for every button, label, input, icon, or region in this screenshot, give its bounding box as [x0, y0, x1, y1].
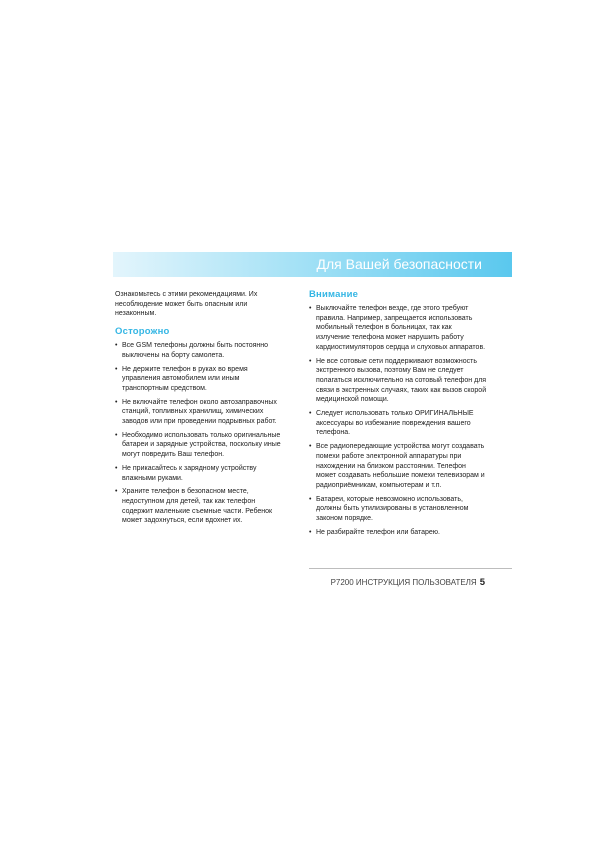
- list-item-text: Не включайте телефон около автозаправочных станций, топливных хранилищ, химических заводов или при проведении подрывных работ.: [122, 398, 277, 426]
- list-item-text: Не все сотовые сети поддерживают возможность экстренного вызова, поэтому Вам не следует полагаться исключительно на сотовый телефон для связи в экстренных случаях, таких как вызов скорой медицинской помощи.: [316, 357, 487, 404]
- list-item: [309, 495, 487, 524]
- bullet-icon: •: [309, 357, 312, 365]
- list-item: [115, 341, 287, 360]
- list-item-text: Выключайте телефон везде, где этого требуют правила. Например, запрещается использовать мобильный телефон в больницах, так как излучение телефона может нарушить работу кардиостимуляторов сердца и слуховых аппаратов.: [316, 305, 486, 351]
- intro-paragraph: Ознакомьтесь с этими рекомендациями. Их несоблюдение может быть опасным или незаконным.: [115, 291, 258, 318]
- section-banner: [113, 252, 512, 277]
- bullet-icon: •: [309, 305, 312, 312]
- list-item: [115, 464, 287, 483]
- bullet-icon: •: [309, 495, 312, 503]
- bullet-icon: •: [309, 410, 312, 418]
- list-item-text: Все радиопередающие устройства могут создавать помехи работе электронной аппаратуры при нахождении на близком расстоянии. Телефон может создавать небольшие помехи телевизорам и радиоприёмникам, компьютерам и т.п.: [316, 443, 485, 489]
- list-item-text: Все GSM телефоны должны быть постоянно выключены на борту самолета.: [122, 342, 269, 359]
- list-item-text: Следует использовать только ОРИГИНАЛЬНЫЕ аксессуары во избежание повреждения вашего телефона.: [316, 410, 474, 437]
- page-footer: [331, 572, 485, 590]
- caution-list: [115, 341, 287, 526]
- bullet-icon: •: [115, 431, 118, 439]
- footer-divider: [309, 568, 512, 569]
- right-column: [309, 289, 487, 541]
- attention-heading: Внимание: [309, 289, 359, 300]
- list-item: [309, 409, 487, 438]
- bullet-icon: •: [115, 398, 118, 406]
- section-title: Для Вашей безопасности: [316, 256, 482, 272]
- list-item: [309, 304, 487, 353]
- bullet-icon: •: [115, 342, 118, 350]
- bullet-icon: •: [309, 443, 312, 451]
- bullet-icon: •: [115, 464, 118, 472]
- list-item-text: Необходимо использовать только оригинальные батареи и зарядные устройства, поскольку иные могут повредить Ваш телефон.: [122, 431, 281, 459]
- list-item: [115, 487, 287, 526]
- attention-list: [309, 304, 487, 537]
- list-item: [309, 442, 487, 491]
- list-item: [309, 357, 487, 406]
- list-item: [115, 398, 287, 427]
- left-column: [115, 290, 287, 530]
- caution-heading: Осторожно: [115, 326, 170, 338]
- footer-manual-title: P7200 ИНСТРУКЦИЯ ПОЛЬЗОВАТЕЛЯ: [330, 578, 477, 587]
- list-item-text: Не разбирайте телефон или батарею.: [316, 528, 440, 536]
- bullet-icon: •: [309, 528, 312, 536]
- list-item: [115, 365, 287, 394]
- list-item-text: Батареи, которые невозможно использовать, должны быть утилизированы в установленном законом порядке.: [316, 495, 469, 523]
- list-item-text: Храните телефон в безопасном месте, недоступном для детей, так как телефон содержит маленькие съемные части. Ребенок может задохнуться, если вдохнет их.: [122, 488, 273, 525]
- list-item: [115, 431, 287, 460]
- bullet-icon: •: [115, 488, 118, 496]
- list-item: [309, 528, 487, 538]
- list-item-text: Не держите телефон в руках во время управления автомобилем или иным транспортным средством.: [122, 365, 248, 392]
- bullet-icon: •: [115, 365, 118, 373]
- page-number: 5: [479, 577, 485, 588]
- list-item-text: Не прикасайтесь к зарядному устройству влажными руками.: [122, 464, 257, 482]
